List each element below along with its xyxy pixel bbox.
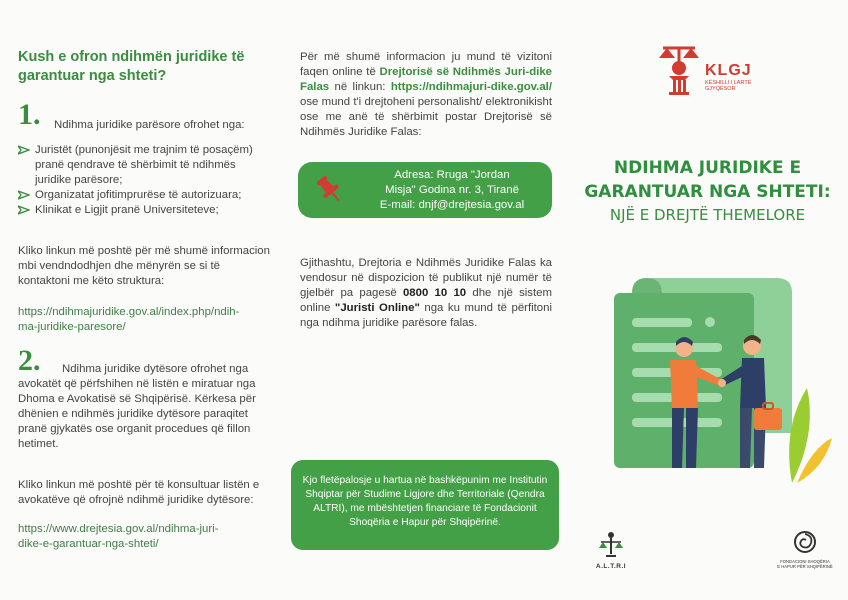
paragraph-secondary-info: Kliko linkun më poshtë për të konsultuar listën e avokatëve që ofrojnë ndihmë juridike dytësore:	[18, 479, 260, 506]
arrow-bullet-icon	[18, 145, 30, 155]
altri-logo	[587, 530, 635, 570]
item2-text: Ndihma juridike dytësore ofrohet nga avokatët që përfshihen në listën e miratuar nga Dhoma e Avokatisë së Shqipërisë. Kërkesa për dhënien e ndihmës juridike dytësore paraqitet pranë gjykatës ose organit procedues që fillon hetimet.	[18, 363, 256, 450]
osfa-logo	[775, 530, 835, 569]
logo-abbreviation: KLGJ	[705, 62, 752, 79]
website-link[interactable]: https://ndihmajuri-dike.gov.al/	[390, 81, 552, 93]
address-box	[298, 162, 552, 218]
arrow-bullet-icon	[18, 205, 30, 215]
section-heading: Kush e ofron ndihmën juridike të garantuar nga shteti?	[18, 49, 245, 84]
paragraph-primary-info: Kliko linkun më poshtë për më shumë informacion mbi vendndodhjen dhe mënyrën se si të kontaktoni me këto struktura:	[18, 245, 270, 287]
email-link[interactable]: E-mail: dnjf@drejtesia.gov.al	[379, 199, 525, 211]
info-paragraph: Për më shumë informacion ju mund të vizitoni faqen online të Drejtorisë së Ndihmës Juri-dike Falas në linkun: https://ndihmajuri-dike.gov.al/ ose mund t'i drejtoheni personalisht/ elektronikisht ose me anë të shërbimit postar Drejtorisë së Ndihmës Juridike Falas:	[300, 51, 553, 138]
osfa-spiral-icon	[793, 530, 817, 554]
altri-scales-icon	[598, 530, 624, 558]
panel-left	[0, 0, 284, 600]
partnership-text: Kjo fletëpalosje u hartua në bashkëpunim me Institutin Shqiptar për Studime Ligjore dhe Territoriale (Qendra ALTRI), me mbështetjen financiare të Fondacionit Shoqëria e Hapur për Shqipërinë.	[302, 475, 548, 528]
hotline-paragraph: Gjithashtu, Drejtoria e Ndihmës Juridike Falas ka vendosur në dispozicion të publikut një numër të gjelbër pa pagesë 0800 10 10 dhe një sistem online "Juristi Online" nga ku mund të përfitoni nga ndihma juridike parësore falas.	[300, 257, 553, 329]
list-item: Klinikat e Ligjit pranë Universiteteve;	[18, 203, 268, 218]
list-item: Juristët (punonjësit me trajnim të posaçëm) pranë qendrave të shërbimit të ndihmës juridike parësore;	[18, 143, 268, 188]
item1-intro: Ndihma juridike parësore ofrohet nga:	[54, 119, 245, 131]
logo-subtitle: KËSHILLI I LARTË GJYQËSOR	[705, 80, 752, 92]
handshake-illustration	[592, 258, 832, 493]
provider-list	[18, 143, 268, 218]
number-one: 1.	[18, 98, 41, 131]
panel-middle	[283, 0, 568, 600]
link-primary-aid[interactable]: https://ndihmajuridike.gov.al/index.php/ndih- ma-juridike-paresore/	[18, 306, 240, 333]
klgj-logo	[655, 40, 752, 101]
list-item: Organizatat jofitimprurëse të autorizuara;	[18, 188, 268, 203]
address-text: Adresa: Rruga "Jordan Misja" Godina nr. 3, Tiranë E-mail: dnjf@drejtesia.gov.al	[358, 168, 546, 213]
brochure-title: NDIHMA JURIDIKE E GARANTUAR NGA SHTETI: NJË E DREJTË THEMELORE	[584, 158, 831, 224]
partnership-box	[291, 460, 559, 550]
hotline-number: 0800 10 10	[402, 287, 467, 299]
pushpin-icon	[312, 172, 346, 211]
osfa-label: FONDACIONI SHOQËRIA E HAPUR PËR SHQIPËRINË	[777, 559, 833, 569]
arrow-bullet-icon	[18, 190, 30, 200]
link-secondary-aid[interactable]: https://www.drejtesia.gov.al/ndihma-juri- dike-e-garantuar-nga-shteti/	[18, 523, 219, 550]
panel-right	[567, 0, 848, 600]
number-two: 2.	[18, 344, 41, 377]
scales-column-icon	[655, 40, 703, 96]
altri-label: A.L.T.R.I	[595, 563, 627, 570]
